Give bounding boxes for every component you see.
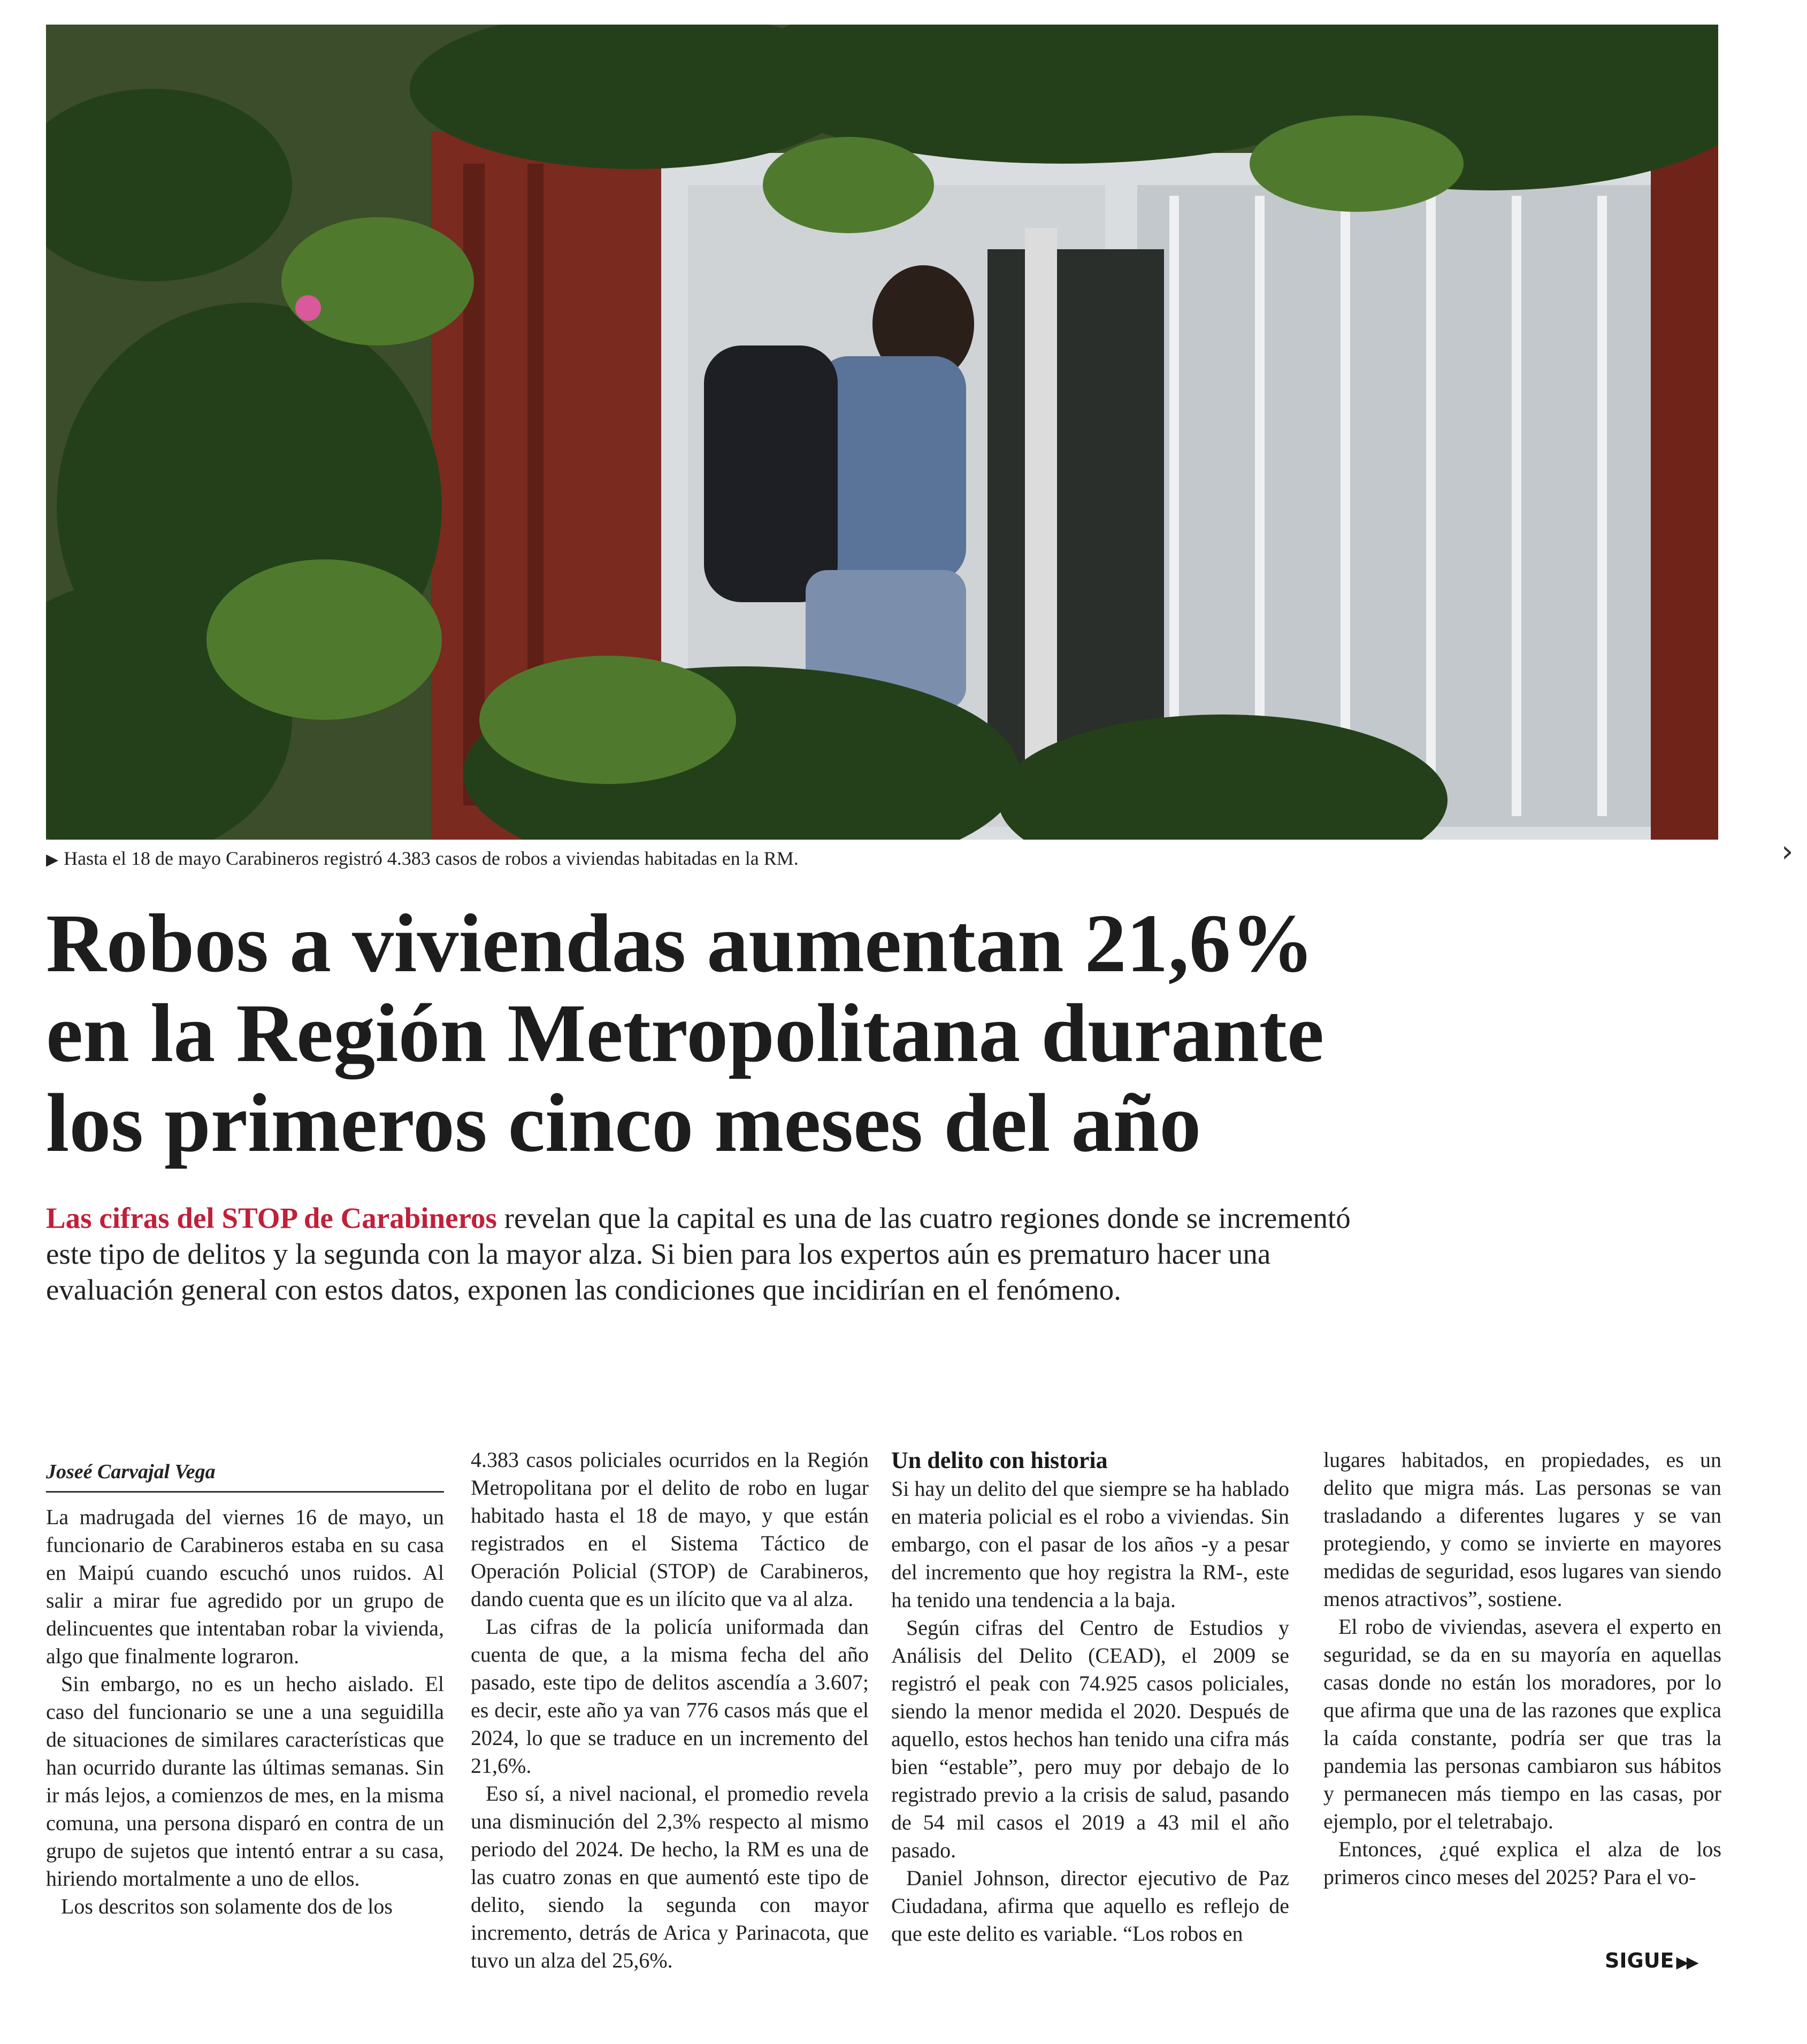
continue-marker[interactable]: [1605, 1949, 1697, 1972]
paragraph: Sin embargo, no es un hecho aislado. El caso del funcionario se une a una seguidilla de situaciones de similares características que han ocurrido durante las últimas semanas. Sin ir más lejos, a comienzos de mes, en la misma comuna, una persona disparó en contra de un grupo de sujetos que intentó entrar a su casa, hiriendo mortalmente a uno de ellos.: [46, 1672, 444, 1891]
paragraph: Los descritos son solamente dos de los: [61, 1894, 393, 1918]
paragraph: Según cifras del Centro de Estudios y Análisis del Delito (CEAD), el 2009 se registró el peak con 74.925 casos policiales, siendo la menor medida el 2020. Después de aquello, estos hechos han tenido una cifra más bien “estable”, pero muy por debajo de lo registrado previo a la crisis de salud, pasando de 54 mil casos el 2019 a 43 mil el año pasado.: [891, 1616, 1289, 1862]
photo-window-robbery-icon: [46, 25, 1718, 840]
article-column-1: [46, 1446, 444, 1920]
paragraph: 4.383 casos policiales ocurridos en la Región Metropolitana por el delito de robo en lugar habitado hasta el 18 de mayo, y que están registrados en el Sistema Táctico de Operación Policial (STOP) de Carabineros, dando cuenta que es un ilícito que va al alza.: [471, 1448, 869, 1611]
caption-arrow-icon: ▶: [46, 851, 59, 869]
byline: Joseé Carvajal Vega: [46, 1458, 444, 1493]
paragraph: Las cifras de la policía uniformada dan cuenta de que, a la misma fecha del año pasado, este tipo de delitos ascendía a 3.607; es decir, este año ya van 776 casos más que el 2024, lo que se traduce en un incremento del 21,6%.: [471, 1615, 869, 1778]
caption-text: Hasta el 18 de mayo Carabineros registró 4.383 casos de robos a viviendas habitadas en la RM.: [64, 848, 799, 869]
paragraph: El robo de viviendas, asevera el experto en seguridad, se da en su mayoría en aquellas casas donde no están los moradores, por lo que afirma que una de las razones que explica la caída constante, podría ser que tras la pandemia las personas cambiaron sus hábitos y permanecen más tiempo en las casas, por ejemplo, por el teletrabajo.: [1323, 1615, 1721, 1833]
section-subhead: Un delito con historia: [891, 1447, 1108, 1473]
deck-lead: Las cifras del STOP de Carabineros: [46, 1202, 497, 1234]
headline-line-1: Robos a viviendas aumentan 21,6%: [46, 897, 1314, 989]
paragraph: Eso sí, a nivel nacional, el promedio revela una disminución del 2,3% respecto al mismo periodo del 2024. De hecho, la RM es una de las cuatro zonas en que aumentó este tipo de delito, siendo la segunda con mayor incremento, detrás de Arica y Parinacota, que tuvo un alza del 25,6%.: [471, 1781, 869, 1972]
fast-forward-icon: ▶▶: [1676, 1953, 1697, 1972]
article-column-4: [1323, 1446, 1721, 1891]
headline-line-2: en la Región Metropolitana durante: [46, 987, 1324, 1079]
article-column-3: [891, 1446, 1289, 1948]
paragraph: La madrugada del viernes 16 de mayo, un funcionario de Carabineros estaba en su casa en Maipú cuando escuchó unos ruidos. Al salir a mirar fue agredido por un grupo de delincuentes que intentaban robar la vivienda, algo que finalmente lograron.: [46, 1505, 444, 1668]
paragraph: Si hay un delito del que siempre se ha hablado en materia policial es el robo a viviendas. Sin embargo, con el pasar de los años -y a pesar del incremento que hoy registra la RM-, este ha tenido una tendencia a la baja.: [891, 1477, 1289, 1612]
article-column-2: [471, 1446, 869, 1974]
paragraph: Entonces, ¿qué explica el alza de los primeros cinco meses del 2025? Para el vo-: [1323, 1837, 1721, 1889]
article-photo: [46, 25, 1718, 840]
photo-caption: [46, 847, 1718, 870]
deck-text: revelan que la capital es una de las cuatro regiones donde se incrementó este tipo de delitos y la segunda con la mayor alza. Si bien para los expertos aún es prematuro hacer una evaluación general con estos datos, exponen las condiciones que incidirían en el fenómeno.: [46, 1202, 1351, 1306]
headline: [46, 898, 1758, 1168]
continue-label: SIGUE: [1605, 1949, 1674, 1972]
paragraph: Daniel Johnson, director ejecutivo de Paz Ciudadana, afirma que aquello es reflejo de que este delito es variable. “Los robos en: [891, 1866, 1289, 1946]
paragraph: lugares habitados, en propiedades, es un delito que migra más. Las personas se van trasladando a diferentes lugares y se van protegiendo, y como se invierte en mayores medidas de seguridad, esos lugares van siendo menos atractivos”, sostiene.: [1323, 1448, 1721, 1611]
headline-line-3: los primeros cinco meses del año: [46, 1077, 1201, 1169]
deck-summary: [46, 1200, 1373, 1308]
next-page-arrow-icon[interactable]: ›: [1781, 834, 1794, 869]
